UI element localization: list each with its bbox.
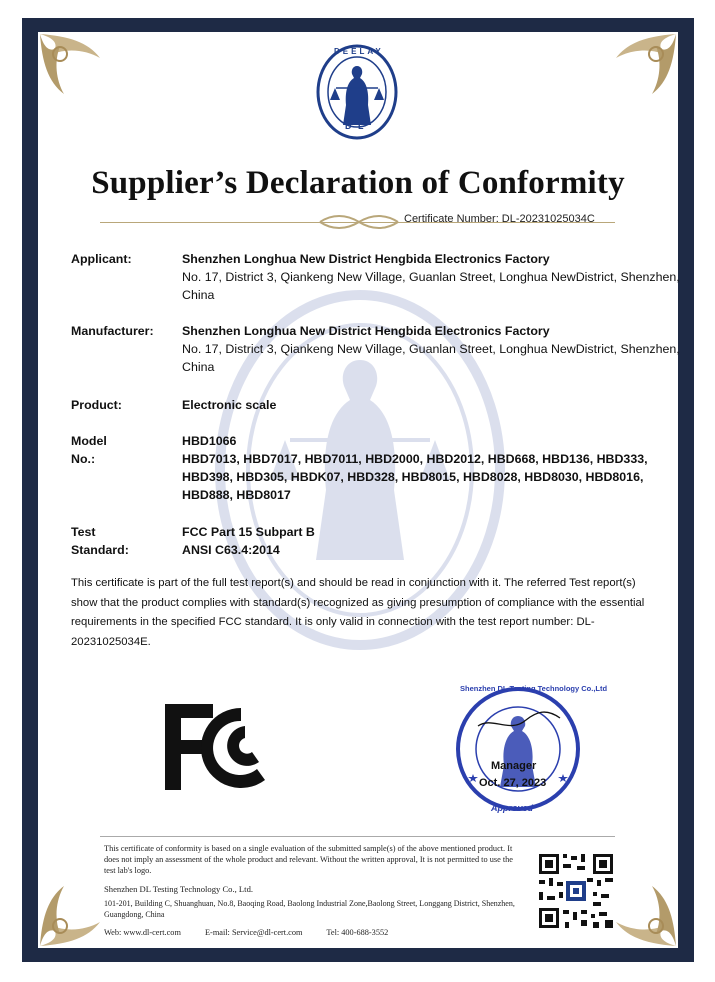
corner-ornament-top-left-icon: [38, 32, 108, 102]
corner-ornament-bottom-left-icon: [38, 878, 108, 948]
footer-divider: [100, 836, 615, 837]
model-primary: HBD1066: [182, 434, 237, 448]
model-others: HBD7013, HBD7017, HBD7011, HBD2000, HBD2012, HBD668, HBD136, HBD333, HBD398, HBD305, HBDK07, HBD328, HBD8015, HBD8028, HBD8030, HBD8016, HBD888, HBD8017: [182, 452, 648, 502]
applicant-name: Shenzhen Longhua New District Hengbida Electronics Factory: [182, 252, 550, 266]
scroll-ornament-icon: [318, 214, 400, 230]
model-label: Model No.:: [71, 434, 107, 466]
signature-date: Oct. 27, 2023: [479, 777, 547, 789]
model-value: [182, 432, 682, 504]
applicant-address: No. 17, District 3, Qiankeng New Village, Guanlan Street, Longhua NewDistrict, Shenzhen, China: [182, 270, 680, 302]
footer-disclaimer: This certificate of conformity is based on a single evaluation of the submitted sample(s) of the above mentioned product. It does not imply an assessment of the whole product and relevant. Without the written approval, It is not permitted to use the test lab's logo.: [104, 844, 513, 875]
signatory-role: Manager: [491, 760, 537, 772]
corner-ornament-bottom-right-icon: [608, 878, 678, 948]
applicant-value: [182, 250, 682, 304]
corner-ornament-top-right-icon: [608, 32, 678, 102]
test-standard-label: Test Standard:: [71, 525, 129, 557]
test-standard-line2: ANSI C63.4:2014: [182, 543, 280, 557]
qr-code-icon: [537, 852, 615, 930]
page-title: Supplier’s Declaration of Conformity: [91, 165, 625, 201]
manufacturer-name: Shenzhen Longhua New District Hengbida Electronics Factory: [182, 324, 550, 338]
manufacturer-address: No. 17, District 3, Qiankeng New Village, Guanlan Street, Longhua NewDistrict, Shenzhen, China: [182, 342, 680, 374]
stamp-ring-text: Shenzhen DL Testing Technology Co.,Ltd: [460, 684, 608, 693]
footer-email: E-mail: Service@dl-cert.com: [204, 928, 303, 937]
logo-ring-text-bottom: D L: [345, 121, 366, 131]
footer-web: Web: www.dl-cert.com: [104, 928, 181, 937]
manufacturer-label: Manufacturer:: [71, 324, 154, 338]
approval-stamp-icon: [448, 684, 608, 816]
manufacturer-value: [182, 322, 682, 376]
stamp-approved: Approved: [491, 803, 534, 813]
footer-contact: [104, 928, 410, 937]
product-value: Electronic scale: [182, 398, 277, 412]
footer-address: 101-201, Building C, Shuanghuan, No.8, Baoqing Road, Baolong Industrial Zone,Baolong Street, Longgang District, Shenzhen, Guangdong, China: [104, 899, 515, 919]
test-standard-line1: FCC Part 15 Subpart B: [182, 525, 315, 539]
footer-tel: Tel: 400-688-3552: [326, 928, 389, 937]
logo-ring-text-top: DEELAY: [334, 47, 384, 56]
test-standard-value: [182, 523, 682, 559]
certificate-number: Certificate Number: DL-20231025034C: [404, 213, 595, 225]
footer-company: Shenzhen DL Testing Technology Co., Ltd.: [104, 884, 254, 894]
product-label: Product:: [71, 398, 122, 412]
fcc-logo-icon: [163, 702, 268, 792]
applicant-label: Applicant:: [71, 252, 132, 266]
certificate-statement: This certificate is part of the full test report(s) and should be read in conjunction with it. The referred Test report(s) show that the product complies with standard(s) recognized as giving presumption of compliance with the essential requirements in the specified FCC standard. It is only valid in connection with the test report number: DL-20231025034E.: [71, 577, 645, 648]
